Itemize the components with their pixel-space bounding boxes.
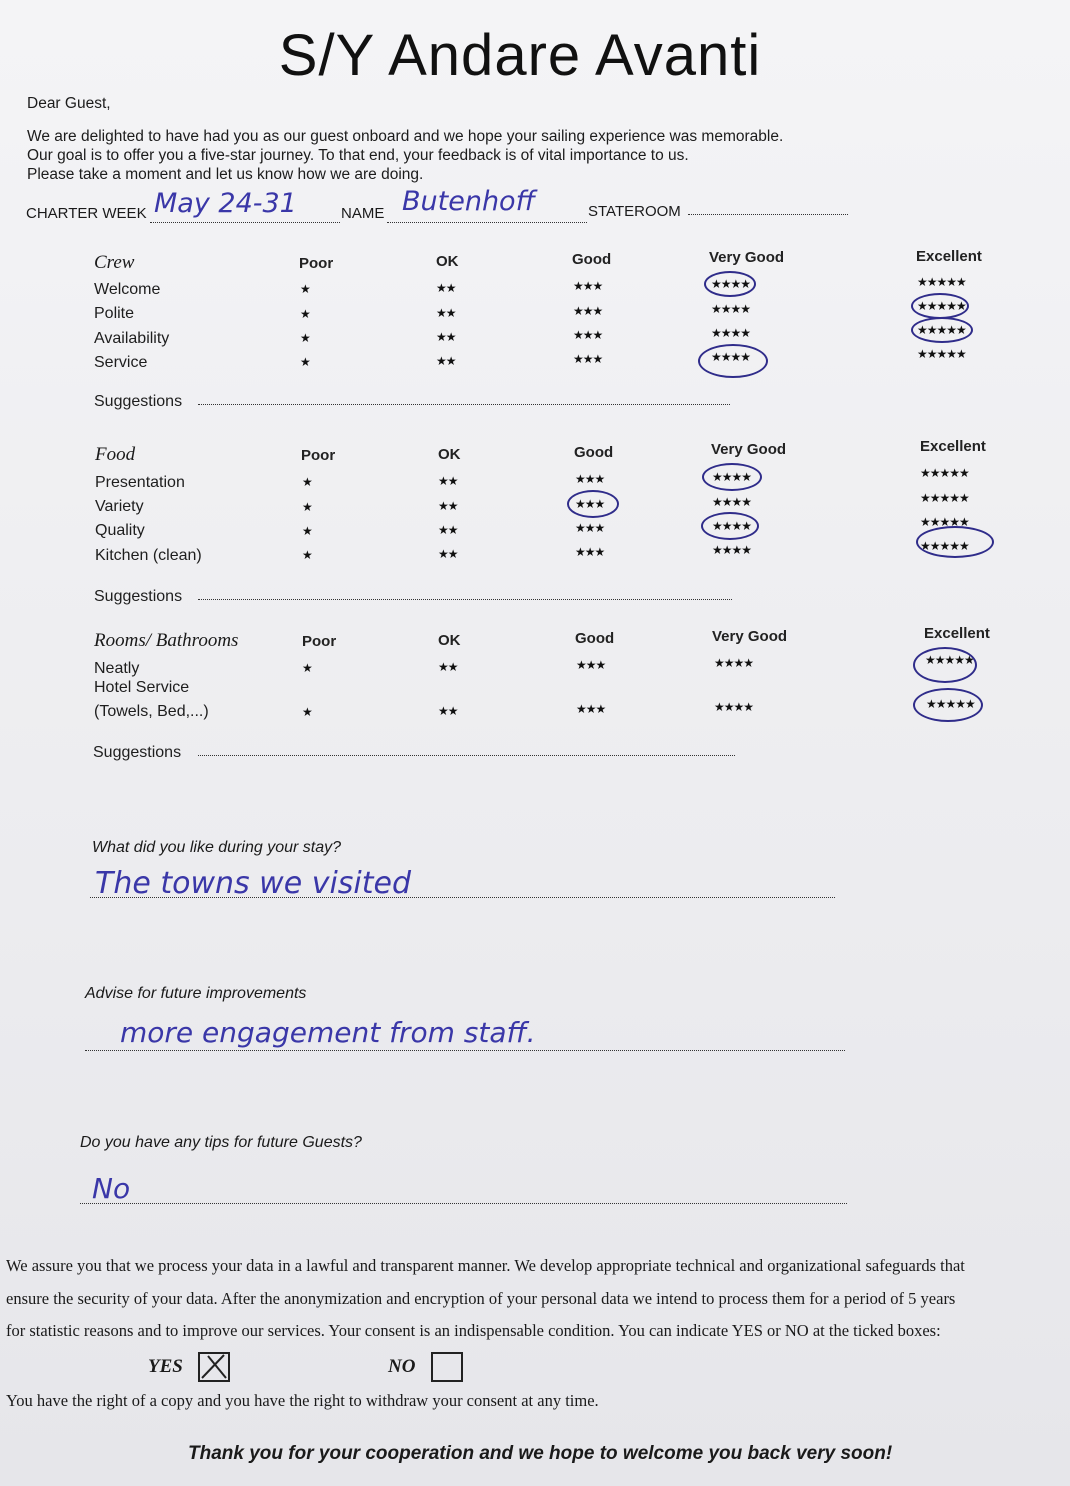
rooms-hotel-selection-circle	[913, 688, 983, 722]
food-row-quality: Quality	[95, 522, 145, 539]
stateroom-line	[688, 214, 848, 215]
tips-line	[80, 1203, 847, 1204]
charter-week-line	[150, 222, 340, 223]
intro-line-2: Our goal is to offer you a five-star journey. To that end, your feedback is of vital importance to us.	[27, 147, 689, 164]
rooms-suggestions-label: Suggestions	[93, 744, 182, 761]
liked-question: What did you like during your stay?	[92, 839, 342, 856]
greeting: Dear Guest,	[27, 95, 111, 112]
food-variety-selection-circle	[567, 490, 619, 518]
rooms-hotel-star-5[interactable]: ★★★★★	[926, 697, 975, 711]
intro-line-3: Please take a moment and let us know how we are doing.	[27, 166, 424, 183]
rooms-suggestions-field[interactable]	[198, 755, 735, 756]
food-variety-star-2[interactable]: ★★	[438, 499, 458, 513]
crew-polite-star-5[interactable]: ★★★★★	[917, 299, 966, 313]
crew-availability-selection-circle	[911, 317, 973, 343]
food-kitchen-star-4[interactable]: ★★★★	[712, 543, 752, 557]
name-label: NAME	[341, 205, 385, 222]
food-presentation-star-3[interactable]: ★★★	[575, 472, 605, 486]
rooms-row-neatly: Neatly	[94, 660, 140, 677]
food-section-title: Food	[95, 444, 136, 465]
rooms-row-hotel-service-detail: (Towels, Bed,...)	[94, 703, 209, 720]
crew-availability-star-5[interactable]: ★★★★★	[917, 323, 966, 337]
crew-col-very-good: Very Good	[709, 249, 785, 266]
food-col-very-good: Very Good	[711, 441, 787, 458]
food-variety-star-1[interactable]: ★	[302, 500, 312, 514]
crew-polite-star-4[interactable]: ★★★★	[711, 302, 751, 316]
stateroom-label: STATEROOM	[588, 203, 681, 220]
legal-line-2: ensure the security of your data. After the anonymization and encryption of your personal data we intend to process them for a period of 5 years	[6, 1289, 956, 1308]
name-field[interactable]: Butenhoff	[402, 186, 536, 217]
crew-welcome-selection-circle	[704, 271, 756, 297]
crew-polite-selection-circle	[911, 293, 969, 319]
advise-answer-field[interactable]: more engagement from staff.	[120, 1016, 536, 1049]
crew-welcome-star-1[interactable]: ★	[300, 282, 310, 296]
rooms-col-very-good: Very Good	[712, 628, 788, 645]
crew-welcome-star-5[interactable]: ★★★★★	[917, 275, 966, 289]
food-variety-star-4[interactable]: ★★★★	[712, 495, 752, 509]
crew-col-good: Good	[572, 251, 612, 268]
rooms-hotel-star-4[interactable]: ★★★★	[714, 700, 754, 714]
checkbox-x-mark-icon	[200, 1354, 228, 1380]
food-presentation-star-4[interactable]: ★★★★	[712, 470, 752, 484]
rooms-hotel-star-3[interactable]: ★★★	[576, 702, 606, 716]
crew-availability-star-3[interactable]: ★★★	[573, 328, 603, 342]
food-quality-selection-circle	[701, 512, 759, 540]
crew-row-service: Service	[94, 354, 148, 371]
crew-service-star-1[interactable]: ★	[300, 355, 310, 369]
consent-no-label: NO	[388, 1356, 416, 1377]
food-presentation-star-2[interactable]: ★★	[438, 474, 458, 488]
form-title: S/Y Andare Avanti	[278, 23, 762, 88]
consent-yes-label: YES	[148, 1356, 183, 1377]
name-line	[387, 222, 587, 223]
thank-you-message: Thank you for your cooperation and we hope to welcome you back very soon!	[188, 1443, 893, 1464]
crew-polite-star-2[interactable]: ★★	[436, 306, 456, 320]
crew-service-star-2[interactable]: ★★	[436, 354, 456, 368]
rooms-section-title: Rooms/ Bathrooms	[94, 630, 239, 651]
food-quality-star-1[interactable]: ★	[302, 524, 312, 538]
rooms-neatly-star-5[interactable]: ★★★★★	[925, 653, 974, 667]
food-col-good: Good	[574, 444, 614, 461]
food-kitchen-star-3[interactable]: ★★★	[575, 545, 605, 559]
rooms-row-hotel-service: Hotel Service	[94, 679, 190, 696]
rooms-neatly-star-2[interactable]: ★★	[438, 660, 458, 674]
consent-no-checkbox[interactable]	[431, 1352, 463, 1382]
crew-service-star-3[interactable]: ★★★	[573, 352, 603, 366]
crew-col-poor: Poor	[299, 255, 334, 272]
crew-suggestions-label: Suggestions	[94, 393, 183, 410]
food-col-poor: Poor	[301, 447, 336, 464]
liked-answer-field[interactable]: The towns we visited	[95, 866, 412, 901]
food-suggestions-label: Suggestions	[94, 588, 183, 605]
rooms-col-excellent: Excellent	[924, 625, 990, 642]
advise-question: Advise for future improvements	[85, 985, 307, 1002]
crew-service-star-5[interactable]: ★★★★★	[917, 347, 966, 361]
food-row-presentation: Presentation	[95, 474, 185, 491]
crew-welcome-star-3[interactable]: ★★★	[573, 279, 603, 293]
food-kitchen-star-5[interactable]: ★★★★★	[920, 539, 969, 553]
rooms-neatly-star-4[interactable]: ★★★★	[714, 656, 754, 670]
crew-section-title: Crew	[94, 252, 135, 273]
crew-suggestions-field[interactable]	[198, 404, 730, 405]
food-kitchen-selection-circle	[916, 526, 994, 558]
food-variety-star-5[interactable]: ★★★★★	[920, 491, 969, 505]
food-kitchen-star-1[interactable]: ★	[302, 548, 312, 562]
food-row-kitchen: Kitchen (clean)	[95, 547, 202, 564]
rooms-neatly-star-3[interactable]: ★★★	[576, 658, 606, 672]
food-col-excellent: Excellent	[920, 438, 986, 455]
food-quality-star-2[interactable]: ★★	[438, 523, 458, 537]
legal-line-1: We assure you that we process your data in a lawful and transparent manner. We develop appropriate technical and organizational safeguards that	[6, 1256, 965, 1275]
food-row-variety: Variety	[95, 498, 144, 515]
rooms-col-ok: OK	[438, 632, 461, 649]
food-quality-star-3[interactable]: ★★★	[575, 521, 605, 535]
crew-availability-star-1[interactable]: ★	[300, 331, 310, 345]
food-kitchen-star-2[interactable]: ★★	[438, 547, 458, 561]
rooms-col-good: Good	[575, 630, 615, 647]
food-variety-star-3[interactable]: ★★★	[575, 497, 605, 511]
tips-answer-field[interactable]: No	[92, 1172, 131, 1205]
rooms-col-poor: Poor	[302, 633, 337, 650]
intro-line-1: We are delighted to have had you as our guest onboard and we hope your sailing experience was memorable.	[27, 128, 784, 145]
crew-service-selection-circle	[698, 344, 768, 378]
food-suggestions-field[interactable]	[198, 599, 732, 600]
crew-welcome-star-4[interactable]: ★★★★	[711, 277, 751, 291]
crew-row-polite: Polite	[94, 305, 135, 322]
rooms-neatly-star-1[interactable]: ★	[302, 661, 312, 675]
crew-polite-star-1[interactable]: ★	[300, 307, 310, 321]
rooms-hotel-star-2[interactable]: ★★	[438, 704, 458, 718]
tips-question: Do you have any tips for future Guests?	[80, 1134, 362, 1151]
food-col-ok: OK	[438, 446, 461, 463]
food-presentation-selection-circle	[702, 463, 762, 491]
rooms-neatly-selection-circle	[913, 647, 977, 683]
rooms-hotel-star-1[interactable]: ★	[302, 705, 312, 719]
charter-week-label: CHARTER WEEK	[26, 205, 147, 222]
food-presentation-star-1[interactable]: ★	[302, 475, 312, 489]
crew-welcome-star-2[interactable]: ★★	[436, 281, 456, 295]
crew-polite-star-3[interactable]: ★★★	[573, 304, 603, 318]
food-presentation-star-5[interactable]: ★★★★★	[920, 466, 969, 480]
legal-line-3: for statistic reasons and to improve our services. Your consent is an indispensable condition. You can indicate YES or NO at the ticked boxes:	[6, 1321, 941, 1340]
crew-availability-star-4[interactable]: ★★★★	[711, 326, 751, 340]
crew-col-excellent: Excellent	[916, 248, 982, 265]
charter-week-field[interactable]: May 24-31	[154, 188, 297, 219]
crew-service-star-4[interactable]: ★★★★	[711, 350, 751, 364]
crew-row-availability: Availability	[94, 330, 170, 347]
crew-row-welcome: Welcome	[94, 281, 161, 298]
food-quality-star-5[interactable]: ★★★★★	[920, 515, 969, 529]
rights-text: You have the right of a copy and you have the right to withdraw your consent at any time.	[6, 1391, 599, 1410]
consent-yes-checkbox[interactable]	[198, 1352, 230, 1382]
crew-col-ok: OK	[436, 253, 459, 270]
crew-availability-star-2[interactable]: ★★	[436, 330, 456, 344]
food-quality-star-4[interactable]: ★★★★	[712, 519, 752, 533]
advise-line	[85, 1050, 845, 1051]
